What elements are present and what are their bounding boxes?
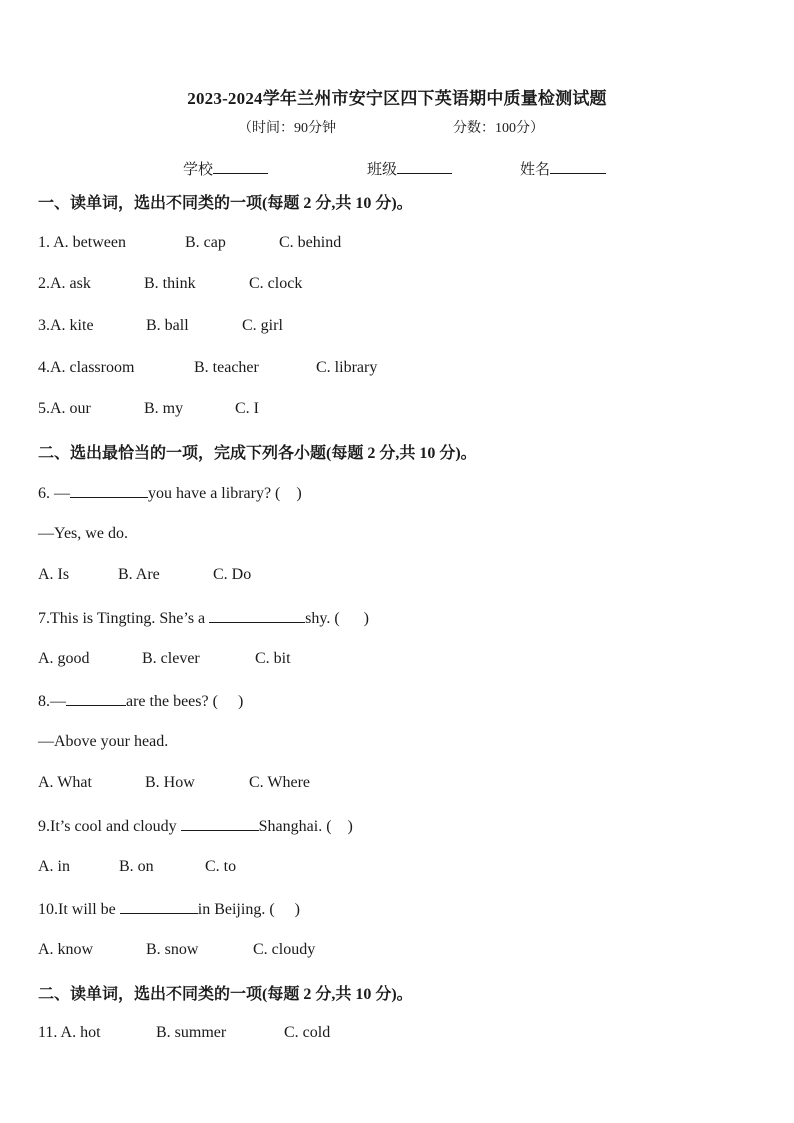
- question-8-prefix: 8.—: [38, 693, 66, 710]
- question-5: [38, 400, 259, 418]
- question-7-suffix: shy. ( ): [305, 610, 369, 627]
- question-6-prefix: 6. —: [38, 485, 70, 502]
- option-a: 2.A. ask: [38, 275, 91, 292]
- question-9: [38, 816, 353, 836]
- question-6: [38, 483, 302, 503]
- option-a: 11. A. hot: [38, 1024, 101, 1041]
- class-blank[interactable]: [397, 159, 452, 174]
- question-7: [38, 608, 369, 628]
- section-heading-1: 一、读单词，选出不同类的一项(每题 2 分,共 10 分)。: [38, 195, 413, 212]
- school-blank[interactable]: [213, 159, 268, 174]
- question-10-options: [38, 941, 315, 959]
- question-4: [38, 359, 377, 377]
- option-b: B. on: [119, 858, 154, 875]
- school-label: 学校: [183, 162, 214, 178]
- option-a: A. know: [38, 941, 94, 958]
- option-c: C. library: [316, 359, 378, 376]
- question-9-suffix: Shanghai. ( ): [258, 818, 353, 835]
- option-b: B. How: [145, 774, 195, 791]
- question-9-options: [38, 858, 236, 876]
- option-b: B. ball: [146, 317, 189, 334]
- answer-blank[interactable]: [209, 608, 305, 623]
- question-1: [38, 234, 341, 252]
- school-field: [183, 158, 268, 179]
- class-label: 班级: [367, 162, 398, 178]
- option-a: 1. A. between: [38, 234, 126, 251]
- name-blank[interactable]: [550, 159, 606, 174]
- exam-time: （时间：90分钟: [238, 121, 336, 136]
- question-6-options: [38, 566, 251, 584]
- option-b: B. cap: [185, 234, 226, 251]
- option-a: 5.A. our: [38, 400, 91, 417]
- answer-blank[interactable]: [120, 899, 198, 914]
- name-field: [520, 158, 606, 179]
- option-c: C. bit: [255, 650, 291, 667]
- question-9-prefix: 9.It’s cool and cloudy: [38, 818, 177, 835]
- class-field: [367, 158, 452, 179]
- option-a: A. in: [38, 858, 70, 875]
- option-c: C. behind: [279, 234, 342, 251]
- question-7-options: [38, 650, 291, 668]
- question-6-reply: —Yes, we do.: [38, 525, 128, 542]
- question-2: [38, 275, 302, 293]
- answer-blank[interactable]: [181, 816, 259, 831]
- option-b: B. snow: [146, 941, 199, 958]
- option-a: 4.A. classroom: [38, 359, 135, 376]
- option-c: C. to: [205, 858, 237, 875]
- question-8-options: [38, 774, 310, 792]
- answer-blank[interactable]: [70, 483, 148, 498]
- section-heading-2: 二、选出最恰当的一项，完成下列各小题(每题 2 分,共 10 分)。: [38, 445, 477, 462]
- question-8-suffix: are the bees? ( ): [126, 693, 244, 710]
- option-b: B. teacher: [194, 359, 259, 376]
- option-c: C. girl: [242, 317, 283, 334]
- option-b: B. my: [144, 400, 184, 417]
- option-a: A. What: [38, 774, 92, 791]
- question-10-suffix: in Beijing. ( ): [197, 901, 300, 918]
- question-11: [38, 1024, 330, 1042]
- option-c: C. clock: [249, 275, 303, 292]
- question-10-prefix: 10.It will be: [38, 901, 116, 918]
- question-7-prefix: 7.This is Tingting. She’s a: [38, 610, 206, 627]
- option-b: B. Are: [118, 566, 160, 583]
- section-heading-3: 二、读单词，选出不同类的一项(每题 2 分,共 10 分)。: [38, 986, 413, 1003]
- question-10: [38, 899, 300, 919]
- page-title: 2023-2024学年兰州市安宁区四下英语期中质量检测试题: [187, 89, 607, 108]
- option-a: 3.A. kite: [38, 317, 94, 334]
- answer-blank[interactable]: [66, 691, 126, 706]
- option-c: C. I: [235, 400, 259, 417]
- option-c: C. cloudy: [253, 941, 316, 958]
- exam-score: 分数：100分）: [453, 121, 544, 136]
- option-a: A. Is: [38, 566, 70, 583]
- name-label: 姓名: [520, 162, 551, 178]
- question-6-suffix: you have a library? ( ): [148, 485, 302, 502]
- question-8-reply: —Above your head.: [38, 733, 169, 750]
- option-c: C. Do: [213, 566, 252, 583]
- option-c: C. cold: [284, 1024, 331, 1041]
- question-3: [38, 317, 283, 335]
- option-a: A. good: [38, 650, 90, 667]
- option-c: C. Where: [249, 774, 311, 791]
- option-b: B. clever: [142, 650, 200, 667]
- question-8: [38, 691, 243, 711]
- option-b: B. think: [144, 275, 196, 292]
- option-b: B. summer: [156, 1024, 227, 1041]
